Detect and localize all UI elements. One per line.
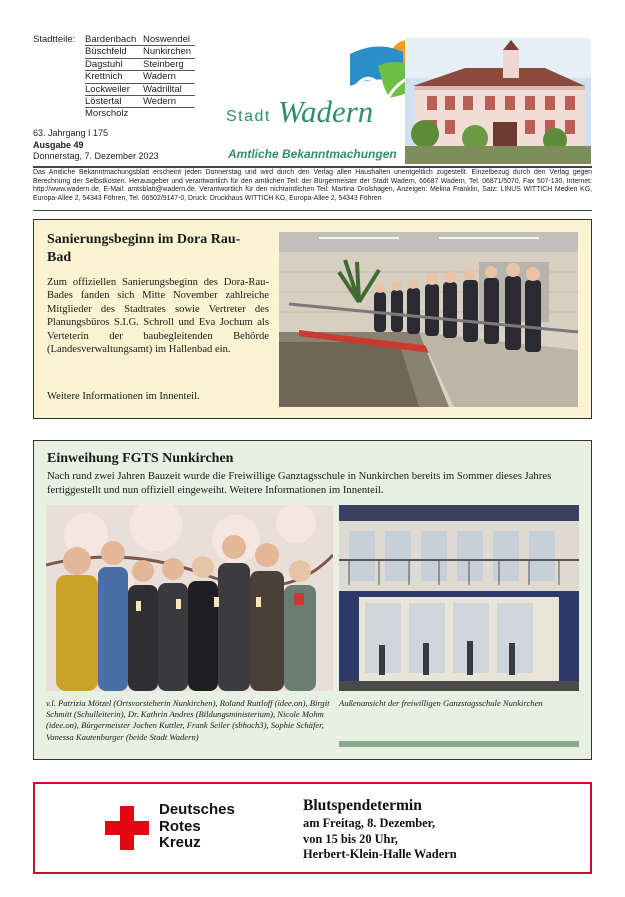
district-name: Steinberg <box>143 59 195 71</box>
districts-label <box>33 59 85 71</box>
district-row <box>33 59 195 71</box>
district-name: Wedern <box>143 96 195 108</box>
logo-stadt: Stadt <box>226 108 271 125</box>
article1-more: Weitere Informationen im Innenteil. <box>47 391 200 402</box>
edition-label: Ausgabe 49 <box>33 139 84 150</box>
blood-donation-notice <box>33 782 592 874</box>
districts-label <box>33 108 85 120</box>
publication-subtitle: Amtliche Bekanntmachungen <box>228 147 397 161</box>
blood-donation-text <box>303 796 457 863</box>
imprint-text: Das Amtliche Bekanntmachungsblatt erscheint jeden Donnerstag und wird durch den Verlag allen Haushalten unentgeltlich zugestellt. Einzelbezug durch den Verlag gegen Berechnung der Selbstkosten. Herausgeber und verantwortlich für den amtlichen Teil: der Bürgermeister der Stadt Wadern, 66687 Wadern, Tel. 06871/5070, Fax 507-130, Internet: http://www.wadern.de, E-Mail: amtsblatt@wadern.de. Verantwortlich für den nichtamtlichen Teil: Martina Drolshagen, Anzeigen: Melina Franklin, Satz: LINUS WITTICH Medien KG, Europa-Allee 2, 54343 Föhren, Tel. 06502/9147-0, Druck: Druckhaus WITTICH KG, Europa-Allee 2, 54343 Föhren <box>33 169 592 203</box>
imprint-rule <box>33 210 592 211</box>
district-name: Wadern <box>143 71 195 83</box>
article-dora-rau-bad <box>33 219 592 419</box>
header-rule <box>33 166 592 168</box>
volume-label: 63. Jahrgang I 175 <box>33 128 109 138</box>
district-name: Krettnich <box>85 71 143 83</box>
swimming-pool-group-photo <box>279 232 578 407</box>
district-name: Löstertal <box>85 96 143 108</box>
blood-donation-date: am Freitag, 8. Dezember, <box>303 816 436 830</box>
district-name: Lockweiler <box>85 84 143 96</box>
district-name: Noswendel <box>143 34 195 46</box>
article1-body: Zum offiziellen Sanierungsbeginn des Dora-Rau-Bades fanden sich Mitte November zahlreiche Mitglieder des Stadtrates sowie Vertreter des Planungsbüros S.I.G. Schroll und Eva Jochum als Verteterin der baubegleitenden Behörde (Landesverwaltungsamt) im Hallenbad ein. <box>47 277 269 356</box>
blood-donation-time: von 15 bis 20 Uhr, <box>303 831 398 846</box>
caption-group-photo: v.l. Patrizia Mötzel (Ortsvorsteherin Nunkirchen), Roland Ruttloff (idee.on), Birgit Schmitt (Schulleiterin), Dr. Kathrin Andres (Bildungsministerium), Nicole Mohm (idee.on), Bürgermeister Jochen Kuttler, Frank Seiler (sbhoch3), Sophie Schäfer, Vanessa Kautenburger (beide Stadt Wadern) <box>46 698 330 742</box>
blood-donation-heading: Blutspendetermin <box>303 797 422 814</box>
red-cross-icon <box>105 806 149 850</box>
district-row <box>33 34 195 46</box>
district-name: Dagstuhl <box>85 59 143 71</box>
townhall-photo <box>405 38 591 164</box>
district-name: Morscholz <box>85 108 129 120</box>
article2-title: Einweihung FGTS Nunkirchen <box>47 451 234 466</box>
article-fgts-nunkirchen <box>33 440 592 760</box>
district-name: Nunkirchen <box>143 46 195 58</box>
caption-school-exterior: Außenansicht der freiwilligen Ganzstagsschule Nunkirchen <box>339 698 543 708</box>
districts-list <box>33 34 195 121</box>
districts-label <box>33 96 85 108</box>
districts-label <box>33 71 85 83</box>
caption-accent-bar <box>339 741 579 747</box>
district-row <box>33 96 195 108</box>
district-row <box>33 46 195 58</box>
drk-wordmark: Deutsches Rotes Kreuz <box>159 801 235 851</box>
logo-wadern: Wadern <box>278 94 374 129</box>
districts-label <box>33 84 85 96</box>
issue-info <box>33 128 159 163</box>
district-name <box>143 108 195 120</box>
district-name: Wadrilltal <box>143 84 195 96</box>
article2-lead: Nach rund zwei Jahren Bauzeit wurde die Freiwillige Ganztagsschule in Nunkirchen bereits im Sommer dieses Jahres fertiggestellt und nun offiziell eingeweiht. Weitere Informationen im Innenteil. <box>47 470 552 496</box>
districts-label <box>33 46 85 58</box>
district-name: Büschfeld <box>85 46 143 58</box>
blood-donation-location: Herbert-Klein-Halle Wadern <box>303 847 457 862</box>
district-row <box>33 84 195 96</box>
opening-group-photo <box>46 505 333 691</box>
school-exterior-photo <box>339 505 579 691</box>
district-row <box>33 71 195 83</box>
district-name: Bardenbach <box>85 34 143 46</box>
article1-title: Sanierungsbeginn im Dora Rau-Bad <box>47 232 241 265</box>
issue-date: Donnerstag, 7. Dezember 2023 <box>33 151 159 161</box>
districts-label: Stadtteile: <box>33 34 76 45</box>
district-row <box>33 108 195 120</box>
